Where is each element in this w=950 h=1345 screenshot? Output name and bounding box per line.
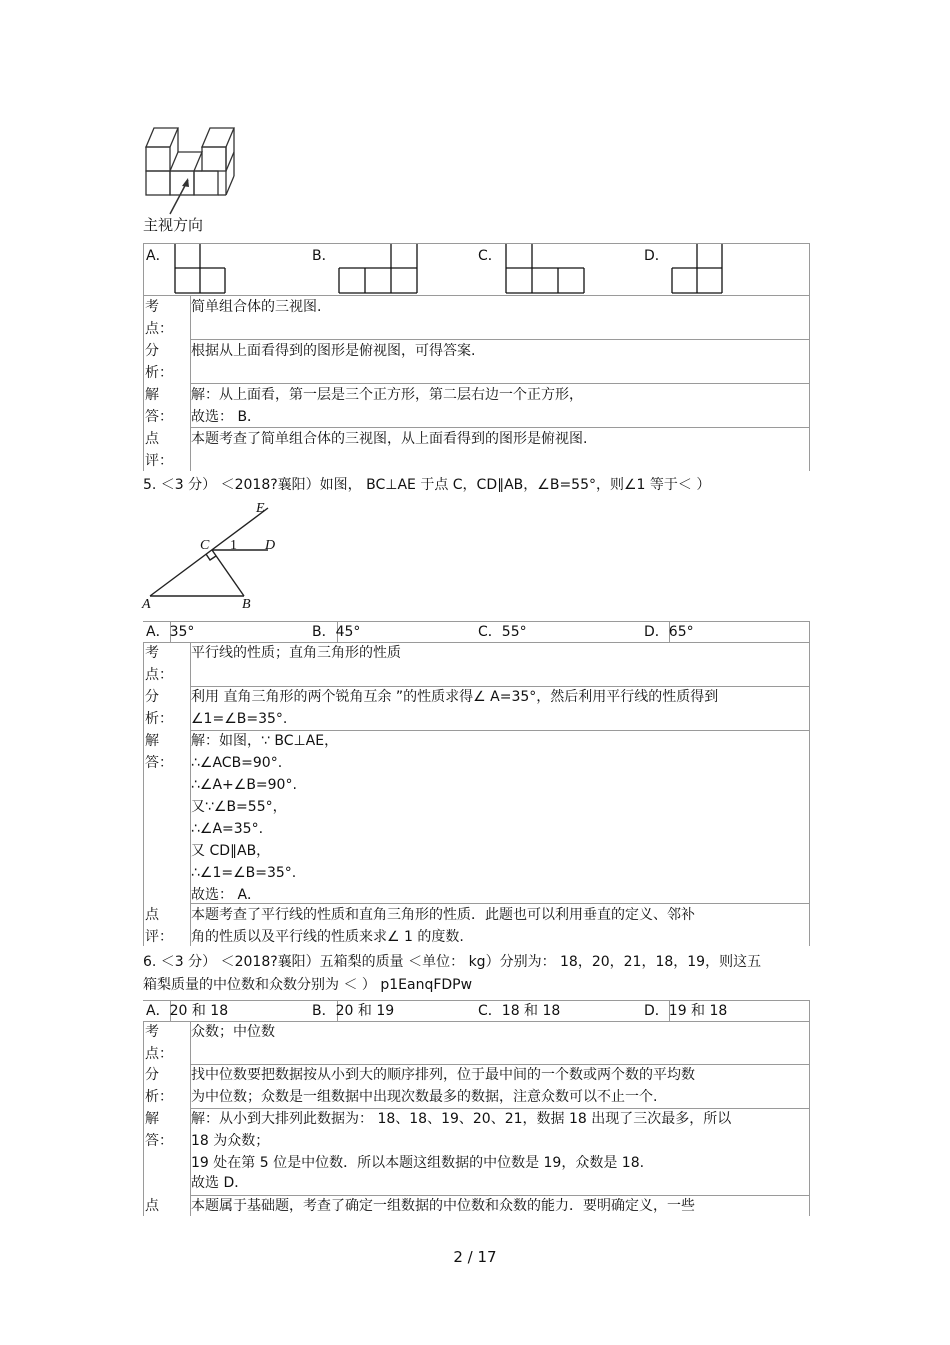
- row-line: 找中位数要把数据按从小到大的顺序排列，位于最中间的一个数或两个数的平均数: [191, 1067, 695, 1083]
- q4-option-d-grid-icon: [671, 244, 727, 294]
- q5-option-a[interactable]: [146, 621, 194, 643]
- page-number: 2 / 17: [453, 1248, 497, 1266]
- row-label: 解答：: [145, 1111, 173, 1149]
- label-d: D: [265, 538, 276, 553]
- q6-option-a[interactable]: [146, 1000, 228, 1022]
- row-line: 本题考查了平行线的性质和直角三角形的性质．此题也可以利用垂直的定义、邻补: [191, 907, 695, 923]
- row-line: 利用 直角三角形的两个锐角互余 ”的性质求得∠ A=35°，然后利用平行线的性质得到: [191, 689, 719, 705]
- row-label: 考点：: [145, 299, 173, 337]
- option-letter: C．: [478, 624, 502, 640]
- row-label: 点评：: [145, 907, 173, 945]
- label-a: A: [142, 597, 151, 612]
- q5-question: 5. ＜3 分） ＜2018?襄阳）如图， BC⊥AE 于点 C，CD∥AB，∠B=55°，则∠1 等于＜ ）: [143, 477, 711, 493]
- q4-option-b-grid-icon: [338, 244, 420, 294]
- label-b: B: [242, 597, 251, 612]
- q5-option-b[interactable]: [312, 621, 360, 643]
- option-letter: D．: [644, 624, 669, 640]
- row-line: 本题考查了简单组合体的三视图，从上面看得到的图形是俯视图.: [191, 431, 588, 447]
- row-line: 故选 D．: [191, 1175, 249, 1191]
- row-label: 分析：: [145, 689, 173, 727]
- option-letter: A．: [146, 624, 170, 640]
- option-value: 55°: [501, 624, 527, 640]
- option-value: 45°: [335, 624, 361, 640]
- row-line: 根据从上面看得到的图形是俯视图，可得答案.: [191, 343, 476, 359]
- row-line: 解：从上面看，第一层是三个正方形，第二层右边一个正方形，: [191, 387, 583, 403]
- option-value: 19 和 18: [668, 1003, 728, 1019]
- q5-option-c[interactable]: [478, 621, 527, 643]
- row-line: 故选： B．: [191, 409, 262, 425]
- q5-option-d[interactable]: [644, 621, 694, 643]
- row-line: ∠1=∠B=35°.: [191, 711, 288, 727]
- q4-option-c-label[interactable]: C．: [478, 248, 502, 264]
- row-line: 又 CD∥AB，: [191, 843, 271, 859]
- q4-option-c-grid-icon: [505, 244, 587, 294]
- row-line: 简单组合体的三视图.: [191, 299, 322, 315]
- label-e: E: [256, 501, 265, 516]
- option-letter: B．: [312, 1003, 336, 1019]
- row-label: 考点：: [145, 1024, 173, 1062]
- row-label: 解答：: [145, 733, 173, 771]
- row-line: 解：如图，∵ BC⊥AE，: [191, 733, 339, 749]
- option-value: 65°: [668, 624, 694, 640]
- option-value: 18 和 18: [501, 1003, 561, 1019]
- row-line: 18 为众数；: [191, 1133, 270, 1149]
- row-line: ∴∠A=35°.: [191, 821, 264, 837]
- q5-triangle-figure: [140, 498, 300, 616]
- row-label: 点评：: [145, 431, 173, 469]
- q6-option-d[interactable]: [644, 1000, 727, 1022]
- q6-question-line1: 6. ＜3 分） ＜2018?襄阳）五箱梨的质量 ＜单位： kg）分别为： 18，20，21，18，19，则这五: [143, 954, 762, 970]
- option-value: 20 和 19: [335, 1003, 395, 1019]
- option-letter: B．: [312, 624, 336, 640]
- q6-option-c[interactable]: [478, 1000, 560, 1022]
- q4-option-d-label[interactable]: D．: [644, 248, 669, 264]
- view-direction-caption: 主视方向: [143, 216, 204, 234]
- row-line: 又∵∠B=55°，: [191, 799, 287, 815]
- row-label: 点: [145, 1198, 159, 1214]
- row-line: ∴∠1=∠B=35°.: [191, 865, 297, 881]
- q4-option-a-label[interactable]: A．: [146, 248, 170, 264]
- option-letter: A．: [146, 1003, 170, 1019]
- row-line: ∴∠A+∠B=90°.: [191, 777, 297, 793]
- row-line: ∴∠ACB=90°.: [191, 755, 283, 771]
- q4-option-b-label[interactable]: B．: [312, 248, 336, 264]
- q6-question-line2: 箱梨质量的中位数和众数分别为 ＜ ） p1EanqFDPw: [143, 977, 473, 993]
- row-line: 解：从小到大排列此数据为： 18、18、19、20、21，数据 18 出现了三次最多，所以: [191, 1111, 732, 1127]
- label-c: C: [200, 538, 210, 553]
- row-label: 解答：: [145, 387, 173, 425]
- label-1: 1: [230, 538, 237, 553]
- option-value: 35°: [169, 624, 195, 640]
- option-value: 20 和 18: [169, 1003, 229, 1019]
- q4-option-a-grid-icon: [174, 244, 230, 294]
- row-line: 故选： A．: [191, 887, 262, 903]
- row-line: 众数；中位数: [191, 1024, 275, 1040]
- option-letter: D．: [644, 1003, 669, 1019]
- row-label: 分析：: [145, 343, 173, 381]
- row-label: 考点：: [145, 645, 173, 683]
- option-letter: C．: [478, 1003, 502, 1019]
- q6-option-b[interactable]: [312, 1000, 394, 1022]
- row-line: 角的性质以及平行线的性质来求∠ 1 的度数.: [191, 929, 464, 945]
- row-line: 为中位数；众数是一组数据中出现次数最多的数据，注意众数可以不止一个.: [191, 1089, 658, 1105]
- row-label: 分析：: [145, 1067, 173, 1105]
- row-line: 本题属于基础题，考查了确定一组数据的中位数和众数的能力．要明确定义，一些: [191, 1198, 695, 1214]
- row-line: 平行线的性质；直角三角形的性质: [191, 645, 401, 661]
- row-line: 19 处在第 5 位是中位数．所以本题这组数据的中位数是 19，众数是 18.: [191, 1155, 645, 1171]
